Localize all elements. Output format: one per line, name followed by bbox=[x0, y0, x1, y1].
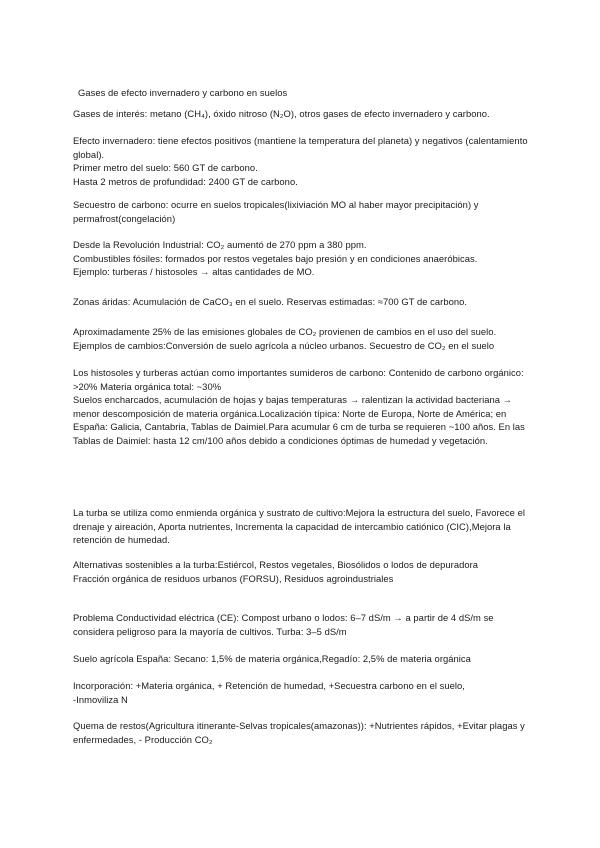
histosoles-line-1: Los histosoles y turberas actúan como importantes sumideros de carbono: Contenido de carbono orgánico: >20% Materia orgánica total: ~30% bbox=[73, 367, 524, 392]
incorporacion-line-1: Incorporación: +Materia orgánica, + Retención de humedad, +Secuestra carbono en el suelo, bbox=[73, 680, 465, 691]
revolucion-line-1: Desde la Revolución Industrial: CO₂ aumentó de 270 ppm a 380 ppm. bbox=[73, 239, 367, 250]
revolucion-line-3: Ejemplo: turberas / histosoles → altas cantidades de MO. bbox=[73, 266, 315, 278]
document-title: Gases de efecto invernadero y carbono en suelos bbox=[78, 87, 288, 98]
paragraph-efecto-invernadero bbox=[73, 134, 535, 188]
revolucion-line-2: Combustibles fósiles: formados por restos vegetales bajo presión y en condiciones anaeróbicas. bbox=[73, 252, 478, 264]
paragraph-gases: Gases de interés: metano (CH₄), óxido nitroso (N₂O), otros gases de efecto invernadero y carbono. bbox=[73, 108, 490, 119]
paragraph-histosoles bbox=[73, 366, 535, 448]
emisiones-line-1: Aproximadamente 25% de las emisiones globales de CO₂ provienen de cambios en el uso del suelo. bbox=[73, 326, 497, 337]
paragraph-conductividad: Problema Conductividad eléctrica (CE): Compost urbano o lodos: 6–7 dS/m → a partir de 4 dS/m se considera peligroso para la mayoría de cultivos. Turba: 3–5 dS/m bbox=[73, 612, 494, 637]
paragraph-zonas-aridas: Zonas áridas: Acumulación de CaCO₃ en el suelo. Reservas estimadas: ≈700 GT de carbono. bbox=[73, 296, 468, 307]
efecto-line-3: Hasta 2 metros de profundidad: 2400 GT de carbono. bbox=[73, 175, 298, 187]
paragraph-revolucion bbox=[73, 238, 535, 279]
paragraph-incorporacion bbox=[73, 679, 535, 706]
paragraph-emisiones bbox=[73, 325, 535, 352]
paragraph-suelo-agricola: Suelo agrícola España: Secano: 1,5% de materia orgánica,Regadío: 2,5% de materia orgánica bbox=[73, 653, 471, 664]
emisiones-line-2: Ejemplos de cambios:Conversión de suelo agrícola a núcleo urbanos. Secuestro de CO₂ en el suelo bbox=[73, 339, 495, 351]
paragraph-quema: Quema de restos(Agricultura itinerante-Selvas tropicales(amazonas)): +Nutrientes rápidos, +Evitar plagas y enfermedades, - Producción CO₂ bbox=[73, 720, 525, 745]
paragraph-turba: La turba se utiliza como enmienda orgánica y sustrato de cultivo:Mejora la estructura del suelo, Favorece el drenaje y aireación, Aporta nutrientes, Incrementa la capacidad de intercambio catiónico (CIC),Mejora la retención de humedad. bbox=[73, 507, 525, 546]
histosoles-line-2: Suelos encharcados, acumulación de hojas y bajas temperaturas → ralentizan la actividad bacteriana → menor descomposición de materia orgánica.Localización típica: Norte de Europa, Norte de América; en España: Galicia, Cantabria, Tablas de Daimiel.Para acumular 6 cm de turba se requieren ~100 años. En las Tablas de Daimiel: hasta 12 cm/100 años debido a condiciones óptimas de humedad y vegetación. bbox=[73, 394, 525, 446]
alternativas-line-1: Alternativas sostenibles a la turba:Estiércol, Restos vegetales, Biosólidos o lodos de depuradora bbox=[73, 559, 479, 570]
alternativas-line-2: Fracción orgánica de residuos urbanos (FORSU), Residuos agroindustriales bbox=[73, 572, 394, 584]
paragraph-alternativas bbox=[73, 558, 535, 585]
paragraph-secuestro: Secuestro de carbono: ocurre en suelos tropicales(lixiviación MO al haber mayor precipitación) y permafrost(congelación) bbox=[73, 199, 479, 224]
efecto-line-2: Primer metro del suelo: 560 GT de carbono. bbox=[73, 162, 258, 174]
efecto-line-1: Efecto invernadero: tiene efectos positivos (mantiene la temperatura del planeta) y negativos (calentamiento global). bbox=[73, 135, 528, 160]
incorporacion-line-2: -Inmoviliza N bbox=[73, 693, 128, 705]
